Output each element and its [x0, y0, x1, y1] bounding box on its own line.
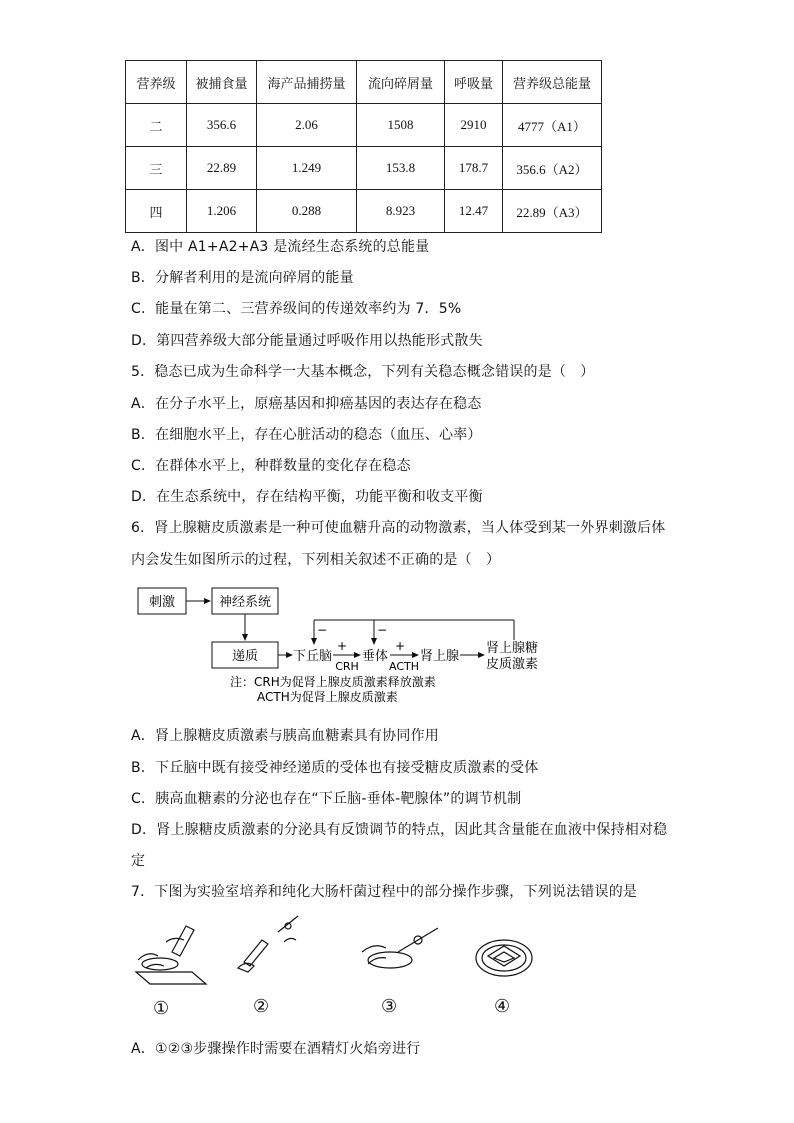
table-cell: 356.6（A2）: [503, 147, 602, 190]
q4-option-a: A．图中 A1+A2+A3 是流经生态系统的总能量: [131, 239, 430, 255]
table-header-cell: 营养级总能量: [503, 61, 602, 104]
table-cell: 三: [126, 147, 187, 190]
table-cell: 8.923: [357, 190, 445, 233]
q5-option-c: C．在群体水平上，种群数量的变化存在稳态: [131, 458, 411, 474]
table-cell: 1.249: [257, 147, 357, 190]
table-cell: 22.89: [187, 147, 257, 190]
step2-test-tube-image: [238, 916, 298, 972]
table-cell: 2910: [445, 104, 503, 147]
table-cell: 153.8: [357, 147, 445, 190]
nervous-system-label: 神经系统: [218, 595, 272, 610]
q6-option-b: B．下丘脑中既有接受神经递质的受体也有接受糖皮质激素的受体: [131, 760, 539, 776]
q6-option-a: A．肾上腺糖皮质激素与胰高血糖素具有协同作用: [131, 728, 439, 744]
q5-option-b: B．在细胞水平上，存在心脏活动的稳态（血压、心率）: [131, 427, 482, 443]
table-header-cell: 被捕食量: [187, 61, 257, 104]
table-header-row: [126, 61, 602, 104]
q5-option-a: A．在分子水平上，原癌基因和抑癌基因的表达存在稳态: [131, 396, 482, 412]
table-cell: 二: [126, 104, 187, 147]
table-cell: 0.288: [257, 190, 357, 233]
step4-petri-dish-image: [476, 940, 532, 976]
q6-option-d-line2: 定: [131, 853, 146, 869]
table-header-cell: 呼吸量: [445, 61, 503, 104]
lab-steps-illustration: [128, 912, 548, 1022]
table-cell: 356.6: [187, 104, 257, 147]
plus-sign: +: [394, 639, 406, 653]
transmitter-label: 递质: [231, 649, 259, 664]
step1-pouring-plate-image: [136, 926, 206, 984]
table-cell: 1.206: [187, 190, 257, 233]
table-row: [126, 104, 602, 147]
minus-sign: −: [316, 623, 328, 637]
diagram-note-line2: ACTH为促肾上腺皮质激素: [257, 690, 398, 704]
step-label-2: ②: [253, 996, 270, 1017]
diagram-note-line1: 注：CRH为促肾上腺皮质激素释放激素: [230, 675, 436, 689]
step-label-4: ④: [494, 996, 511, 1017]
q6-stem-line1: 6．肾上腺糖皮质激素是一种可使血糖升高的动物激素，当人体受到某一外界刺激后体: [131, 520, 666, 536]
pituitary-label: 垂体: [362, 649, 389, 664]
hormone-label-line2: 皮质激素: [486, 657, 539, 672]
step-label-1: ①: [153, 998, 170, 1019]
acth-label: ACTH: [388, 660, 420, 673]
minus-sign: −: [376, 623, 388, 637]
q6-stem-line2: 内会发生如图所示的过程，下列相关叙述不正确的是（ ）: [131, 552, 501, 568]
q7-option-a: A．①②③步骤操作时需要在酒精灯火焰旁进行: [131, 1041, 421, 1057]
stimulus-label: 刺激: [148, 595, 176, 610]
q4-option-d: D．第四营养级大部分能量通过呼吸作用以热能形式散失: [131, 333, 483, 349]
table-cell: 2.06: [257, 104, 357, 147]
table-cell: 4777（A1）: [503, 104, 602, 147]
hormone-label-line1: 肾上腺糖: [486, 641, 539, 656]
q6-option-c: C．胰高血糖素的分泌也存在“下丘脑-垂体-靶腺体”的调节机制: [131, 791, 522, 807]
q4-option-b: B．分解者利用的是流向碎屑的能量: [131, 270, 354, 286]
table-cell: 12.47: [445, 190, 503, 233]
table-header-cell: 营养级: [126, 61, 187, 104]
q4-option-c: C．能量在第二、三营养级间的传递效率约为 7．5%: [131, 301, 462, 317]
q5-stem: 5．稳态已成为生命科学一大基本概念，下列有关稳态概念错误的是（ ）: [131, 364, 595, 380]
table-row: [126, 147, 602, 190]
energy-table: [125, 60, 602, 233]
plus-sign: +: [336, 639, 348, 653]
hypothalamus-label: 下丘脑: [293, 649, 333, 664]
hormone-regulation-diagram: [130, 584, 560, 706]
adrenal-label: 肾上腺: [420, 649, 460, 664]
table-cell: 22.89（A3）: [503, 190, 602, 233]
q5-option-d: D．在生态系统中，存在结构平衡，功能平衡和收支平衡: [131, 489, 483, 505]
table-header-cell: 流向碎屑量: [357, 61, 445, 104]
table-cell: 四: [126, 190, 187, 233]
table-cell: 1508: [357, 104, 445, 147]
step3-streaking-image: [362, 928, 438, 968]
q7-stem: 7．下图为实验室培养和纯化大肠杆菌过程中的部分操作步骤，下列说法错误的是: [131, 884, 638, 900]
crh-label: CRH: [335, 660, 359, 673]
table-row: [126, 190, 602, 233]
q6-option-d-line1: D．肾上腺糖皮质激素的分泌具有反馈调节的特点，因此其含量能在血液中保持相对稳: [131, 822, 668, 838]
table-header-cell: 海产品捕捞量: [257, 61, 357, 104]
table-cell: 178.7: [445, 147, 503, 190]
step-label-3: ③: [381, 996, 398, 1017]
